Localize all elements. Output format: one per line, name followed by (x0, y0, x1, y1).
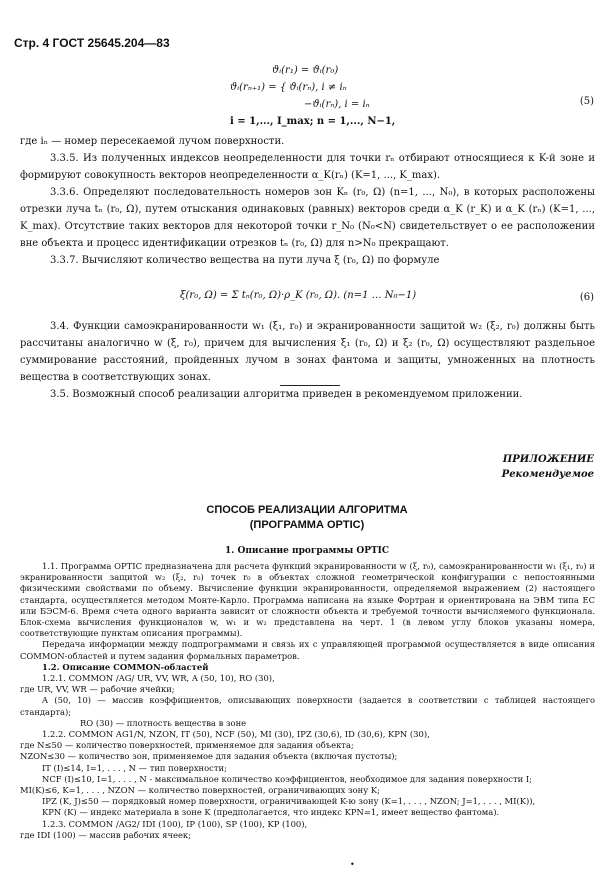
equation-line: ϑᵢ(r₁) = ϑᵢ(r₀) (272, 65, 339, 76)
appendix-subtitle: Рекомендуемое (501, 469, 594, 480)
section-subtitle: (ПРОГРАММА OPTIC) (249, 519, 365, 531)
paragraph: Передача информации между подпрограммами и связь их с управляющей программой осуществляется в виде описания COMMON-областей и путем задания формальных параметров. (20, 639, 595, 661)
paragraph: RO (30) — плотность вещества в зоне (80, 717, 247, 728)
paragraph: NZON≤30 — количество зон, применяемое для задания объекта (включая пустоты); (20, 751, 398, 762)
equation-line: i = 1,..., I_max; n = 1,..., N−1, (230, 116, 396, 127)
equation-block-5 (230, 62, 395, 130)
paragraph: где N≤50 — количество поверхностей, применяемое для задания объекта; (20, 740, 354, 751)
paragraph-3-3-6: 3.3.6. Определяют последовательность номеров зон Kₙ (r₀, Ω) (n=1, ..., N₀), в которых расположены отрезки луча tₙ (r₀, Ω), путем отыскания одинаковых (равных) векторов среди α_K (r_K) и α_K (rₙ) (K=1, ..., K_max). Отсутствие таких векторов для некоторой точки r_N₀ (N₀<N) свидетельствует о ее расположении вне объекта и процесс идентификации отрезков tₙ (r₀, Ω) для n>N₀ прекращают. (20, 187, 595, 249)
paragraph-3-5: 3.5. Возможный способ реализации алгоритма приведен в рекомендуемом приложении. (50, 389, 523, 400)
equation-line: −ϑᵢ(rₙ), i = iₙ (304, 99, 370, 110)
section-title: СПОСОБ РЕАЛИЗАЦИИ АЛГОРИТМА (206, 504, 408, 516)
equation-line: ϑᵢ(rₙ₊₁) = { ϑᵢ(rₙ), i ≠ iₙ (230, 82, 347, 93)
paragraph: где UR, VV, WR — рабочие ячейки; (20, 684, 175, 695)
paragraph: где IDI (100) — массив рабочих ячеек; (20, 829, 191, 840)
paragraph: где iₙ — номер пересекаемой лучом поверхности. (20, 136, 285, 147)
paragraph: NCF (I)≤10, I=1, . . . , N - максимальное количество коэффициентов, необходимое для задания поверхности I; (42, 773, 532, 784)
paragraph: A (50, 10) — массив коэффициентов, описывающих поверхности (задается в соответствии с таблицей настоящего стандарта); (20, 695, 595, 717)
main-text-block (20, 133, 595, 269)
equation-number-5: (5) (579, 96, 594, 107)
paragraph: MI(K)≤6, K=1, . . . , NZON — количество поверхностей, ограничивающих зону K; (20, 785, 380, 796)
appendix-label (502, 452, 594, 482)
paragraph: IT (I)≤14, I=1, . . . , N — тип поверхности; (42, 762, 227, 773)
main-text-block-2 (20, 318, 595, 403)
paragraph-1-2-3: 1.2.3. COMMON /AG2/ IDI (100), IP (100), SP (100), KP (100), (42, 818, 308, 829)
subsection-heading: 1. Описание программы OPTIC (224, 546, 390, 556)
divider-rule (280, 385, 340, 386)
paragraph: IPZ (K, J)≤50 — порядковый номер поверхности, ограничивающей K-ю зону (K=1, . . . , NZON; J=1, . . . , MI(K)), (42, 796, 536, 807)
paragraph-1-2: 1.2. Описание COMMON-областей (42, 661, 209, 672)
formula-6: ξ(r₀, Ω) = Σ tₙ(r₀, Ω)·ρ_K (r₀, Ω). (n=1 … N₀−1) (180, 290, 417, 301)
paragraph: KPN (K) — индекс материала в зоне K (предполагается, что индекс KPN=1, имеет вещество фантома). (42, 807, 500, 818)
page-header: Стр. 4 ГОСТ 25645.204—83 (14, 36, 170, 50)
paragraph-3-4: 3.4. Функции самоэкранированности w₁ (ξ₁, r₀) и экранированности защитой w₂ (ξ₂, r₀) должны быть рассчитаны аналогично w (ξ, r₀), причем для вычисления ξ₁ (r₀, Ω) и ξ₂ (r₀, Ω) осуществляют раздельное суммирование расстояний, пройденных лучом в зонах фантома и защиты, умноженных на плотность вещества в соответствующих зонах. (20, 321, 595, 383)
paragraph-1-2-2: 1.2.2. COMMON AG1/N, NZON, IT (50), NCF (50), MI (30), IPZ (30,6), ID (30,6), KPN (30), (42, 729, 430, 740)
paragraph-1-2-1: 1.2.1. COMMON /AG/ UR, VV, WR, A (50, 10), RO (30), (42, 673, 275, 684)
equation-number-6: (6) (579, 292, 594, 303)
footer-mark: • (350, 860, 355, 869)
paragraph-3-3-5: 3.3.5. Из полученных индексов неопределенности для точки rₙ отбирают относящиеся к K-й зоне и формируют совокупность векторов неопределенности α_K(rₙ) (K=1, ..., K_max). (20, 153, 595, 181)
program-description (20, 561, 595, 841)
paragraph-3-3-7: 3.3.7. Вычисляют количество вещества на пути луча ξ (r₀, Ω) по формуле (50, 255, 440, 266)
paragraph-1-1: 1.1. Программа OPTIC предназначена для расчета функций экранированности w (ξ, r₀), самоэкранированности w₁ (ξ₁, r₀) и экранированности защитой w₂ (ξ₂, r₀) точек r₀ в объектах сложной геометрической конфигурации с непостоянными физическими свойствами по объему. Вычисление функции экранированности, определяемой выражением (2) настоящего стандарта, осуществляется методом Монте-Карло. Программа написана на языке Фортран и ориентирована на ЭВМ типа ЕС или БЭСМ-6. Время счета одного варианта зависит от сложности объекта и требуемой точности вычисляемого функционала. Блок-схема вычисления функционалов w, w₁ и w₂ представлена на черт. 1 (в левом углу блоков указаны номера, соответствующие пунктам описания программы). (20, 561, 595, 639)
appendix-title: ПРИЛОЖЕНИЕ (502, 454, 594, 465)
